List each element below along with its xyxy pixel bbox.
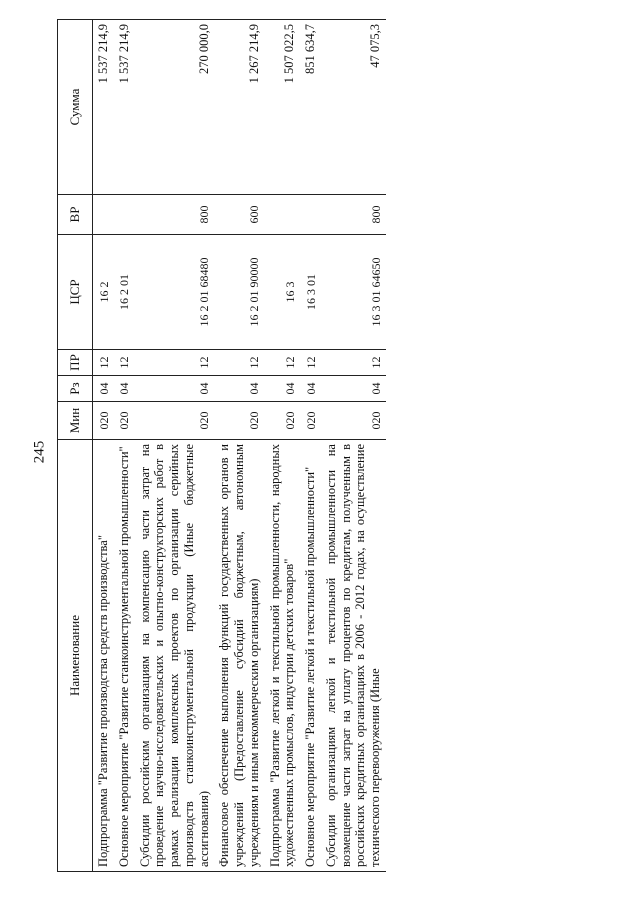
row-csr: 16 3 01 64650 bbox=[321, 235, 386, 350]
row-csr: 16 2 01 68480 bbox=[135, 235, 215, 350]
row-vr: 800 bbox=[135, 195, 215, 235]
row-name: Субсидии организациям легкой и текстильной промышленности на возмещение части затрат на уплату процентов по кредитам, полученным в российских кредитных организациях в 2006 - 2012 годах, на осуществление технического перевооружения (Иные bbox=[321, 440, 386, 872]
row-rz: 04 bbox=[93, 376, 114, 402]
row-min: 020 bbox=[300, 402, 321, 440]
row-vr bbox=[265, 195, 301, 235]
row-pr: 12 bbox=[214, 350, 264, 376]
row-sum: 1 537 214,9 bbox=[93, 20, 114, 195]
row-rz: 04 bbox=[265, 376, 301, 402]
row-min: 020 bbox=[135, 402, 215, 440]
page-number: 245 bbox=[31, 440, 48, 464]
table-row bbox=[300, 20, 321, 872]
table-row bbox=[135, 20, 215, 872]
row-csr: 16 2 01 bbox=[114, 235, 135, 350]
table-row bbox=[93, 20, 114, 872]
row-rz: 04 bbox=[135, 376, 215, 402]
row-min: 020 bbox=[265, 402, 301, 440]
header-name: Наименование bbox=[58, 440, 93, 872]
row-sum: 47 075,3 bbox=[321, 20, 386, 195]
row-csr: 16 2 bbox=[93, 235, 114, 350]
budget-table bbox=[57, 19, 386, 872]
row-sum: 1 267 214,9 bbox=[214, 20, 264, 195]
row-name: Основное мероприятие "Развитие станкоинструментальной промышленности" bbox=[114, 440, 135, 872]
row-rz: 04 bbox=[114, 376, 135, 402]
row-name: Основное мероприятие "Развитие легкой и текстильной промышленности" bbox=[300, 440, 321, 872]
header-min: Мин bbox=[58, 402, 93, 440]
row-name: Подпрограмма "Развитие легкой и текстильной промышленности, народных художественных промыслов, индустрии детских товаров" bbox=[265, 440, 301, 872]
header-vr: ВР bbox=[58, 195, 93, 235]
table-row bbox=[265, 20, 301, 872]
row-vr: 800 bbox=[321, 195, 386, 235]
row-pr: 12 bbox=[321, 350, 386, 376]
row-rz: 04 bbox=[214, 376, 264, 402]
row-sum: 851 634,7 bbox=[300, 20, 321, 195]
table-row bbox=[321, 20, 386, 872]
row-name: Субсидии российским организациям на компенсацию части затрат на проведение научно-исследовательских и опытно-конструкторских работ в рамках реализации комплексных проектов по организации серийных производств станкоинструментальной продукции (Иные бюджетные ассигнования) bbox=[135, 440, 215, 872]
row-vr bbox=[93, 195, 114, 235]
row-pr: 12 bbox=[114, 350, 135, 376]
table-row bbox=[214, 20, 264, 872]
row-min: 020 bbox=[114, 402, 135, 440]
header-csr: ЦСР bbox=[58, 235, 93, 350]
row-pr: 12 bbox=[93, 350, 114, 376]
row-vr bbox=[114, 195, 135, 235]
header-sum: Сумма bbox=[58, 20, 93, 195]
row-name: Подпрограмма "Развитие производства средств производства" bbox=[93, 440, 114, 872]
header-pr: ПР bbox=[58, 350, 93, 376]
row-min: 020 bbox=[214, 402, 264, 440]
row-vr: 600 bbox=[214, 195, 264, 235]
row-sum: 1 537 214,9 bbox=[114, 20, 135, 195]
row-vr bbox=[300, 195, 321, 235]
row-sum: 1 507 022,5 bbox=[265, 20, 301, 195]
row-name: Финансовое обеспечение выполнения функций государственных органов и учреждений (Предоставление субсидий бюджетным, автономным учреждениям и иным некоммерческим организациям) bbox=[214, 440, 264, 872]
row-pr: 12 bbox=[300, 350, 321, 376]
row-csr: 16 3 01 bbox=[300, 235, 321, 350]
header-rz: Рз bbox=[58, 376, 93, 402]
row-rz: 04 bbox=[300, 376, 321, 402]
table-row bbox=[114, 20, 135, 872]
table-body bbox=[93, 20, 386, 872]
table-header bbox=[58, 20, 93, 872]
row-min: 020 bbox=[321, 402, 386, 440]
row-sum: 270 000,0 bbox=[135, 20, 215, 195]
row-csr: 16 2 01 90000 bbox=[214, 235, 264, 350]
row-min: 020 bbox=[93, 402, 114, 440]
row-pr: 12 bbox=[265, 350, 301, 376]
row-pr: 12 bbox=[135, 350, 215, 376]
row-rz: 04 bbox=[321, 376, 386, 402]
row-csr: 16 3 bbox=[265, 235, 301, 350]
